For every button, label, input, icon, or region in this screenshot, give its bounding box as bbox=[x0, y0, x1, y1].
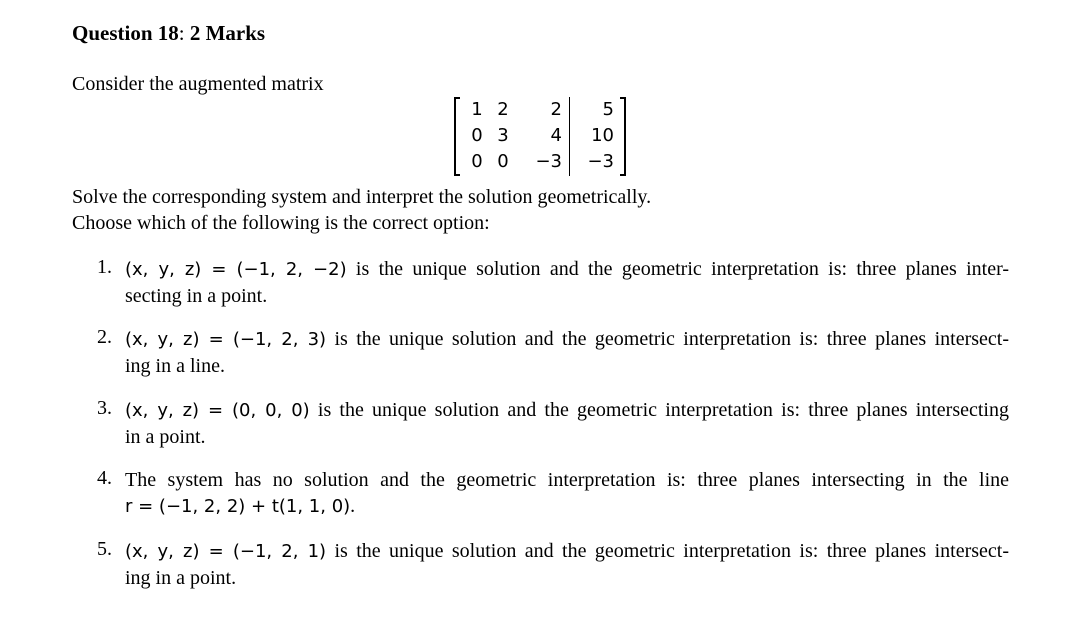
option-line-2: secting in a point. bbox=[125, 285, 268, 307]
matrix-cell: 2 bbox=[497, 99, 509, 120]
matrix-row bbox=[454, 123, 626, 149]
matrix-cell: −3 bbox=[587, 151, 614, 172]
option-line-text: is the unique solution and the geometric interpretation is: three planes intersect- bbox=[326, 540, 1009, 562]
matrix-cell: 3 bbox=[497, 125, 509, 146]
matrix-cell: 10 bbox=[591, 125, 614, 146]
question-heading bbox=[72, 21, 265, 46]
option-line-2: ing in a point. bbox=[125, 567, 237, 589]
option-line-text: is the unique solution and the geometric interpretation is: three planes inter- bbox=[346, 258, 1009, 280]
matrix-cell: −3 bbox=[535, 151, 562, 172]
option-line-2: in a point. bbox=[125, 426, 206, 448]
option-line-2: ing in a line. bbox=[125, 355, 225, 377]
matrix-cell: 1 bbox=[471, 99, 483, 120]
matrix-cell: 0 bbox=[471, 125, 483, 146]
option-text bbox=[125, 256, 1009, 309]
instruction-solve: Solve the corresponding system and interpret the solution geometrically. bbox=[72, 186, 652, 208]
option-text bbox=[125, 538, 1009, 591]
option-line-text: is the unique solution and the geometric interpretation is: three planes intersect- bbox=[326, 328, 1009, 350]
option-line-1: The system has no solution and the geometric interpretation is: three planes intersecting in the line bbox=[125, 469, 1009, 491]
option-line bbox=[125, 256, 1009, 283]
option-number: 4. bbox=[97, 467, 112, 489]
option-math: r = (−1, 2, 2) + t(1, 1, 0) bbox=[125, 496, 351, 517]
option-math: (x, y, z) = (−1, 2, −2) bbox=[125, 259, 347, 280]
option-line-text: . bbox=[350, 495, 356, 517]
option-text bbox=[125, 326, 1009, 379]
option-math: (x, y, z) = (0, 0, 0) bbox=[125, 400, 310, 421]
option-math: (x, y, z) = (−1, 2, 3) bbox=[125, 329, 327, 350]
option-line bbox=[125, 397, 1009, 424]
intro-text: Consider the augmented matrix bbox=[72, 73, 324, 95]
option-number: 1. bbox=[97, 256, 112, 278]
matrix-cell: 4 bbox=[550, 125, 562, 146]
matrix-cell: 2 bbox=[550, 99, 562, 120]
matrix-cell: 5 bbox=[602, 99, 614, 120]
option-math: (x, y, z) = (−1, 2, 1) bbox=[125, 541, 327, 562]
matrix-row bbox=[454, 149, 626, 175]
option-line bbox=[125, 538, 1009, 565]
option-text bbox=[125, 467, 1009, 520]
question-title: Question 18 bbox=[72, 21, 179, 45]
option-text bbox=[125, 397, 1009, 450]
option-line-text: is the unique solution and the geometric interpretation is: three planes intersecting bbox=[309, 399, 1009, 421]
augmented-matrix bbox=[454, 97, 626, 176]
heading-colon: : bbox=[178, 21, 185, 45]
instruction-choose: Choose which of the following is the correct option: bbox=[72, 212, 490, 234]
option-number: 3. bbox=[97, 397, 112, 419]
matrix-row bbox=[454, 97, 626, 123]
option-line bbox=[125, 493, 1009, 520]
option-line bbox=[125, 326, 1009, 353]
matrix-cell: 0 bbox=[497, 151, 509, 172]
option-number: 5. bbox=[97, 538, 112, 560]
matrix-cell: 0 bbox=[471, 151, 483, 172]
question-marks: 2 Marks bbox=[189, 21, 266, 45]
option-number: 2. bbox=[97, 326, 112, 348]
